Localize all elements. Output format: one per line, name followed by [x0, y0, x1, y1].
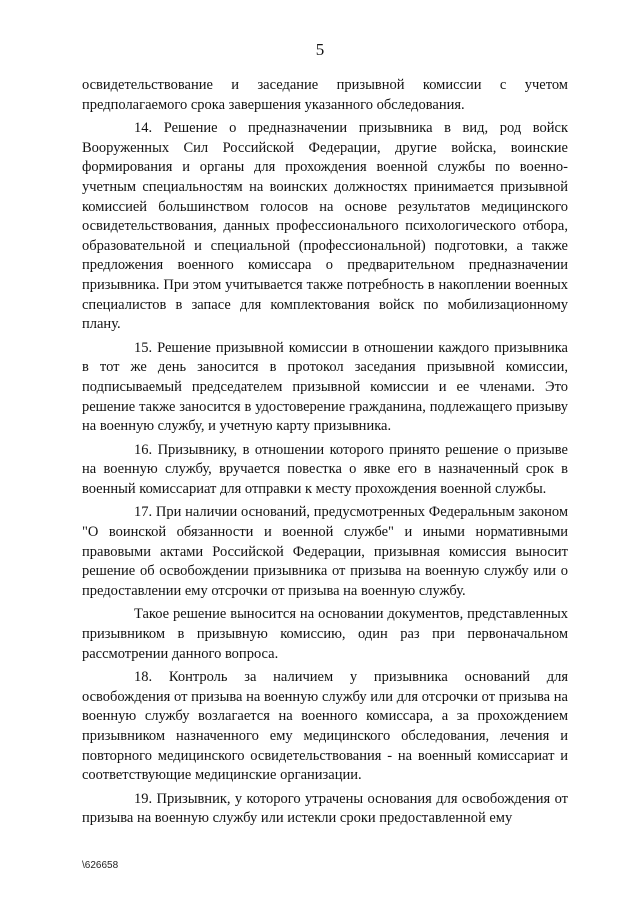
paragraph-continuation: освидетельствование и заседание призывной комиссии с учетом предполагаемого срока завершения указанного обследования. — [82, 77, 568, 113]
paragraph-14: 14. Решение о предназначении призывника в вид, род войск Вооруженных Сил Российской Федерации, другие войска, воинские формирования и органы для прохождения военной службы по военно-учетным специальностям на воинских должностях принимается призывной комиссией большинством голосов на основе результатов медицинского освидетельствования, данных профессионального психологического отбора, образовательной и специальной (профессиональной) подготовки, а также предложения военного комиссара о предварительном предназначении призывника. При этом учитывается также потребность в накоплении военных специалистов в запасе для комплектования войск по мобилизационному плану. — [82, 120, 568, 333]
document-body — [82, 76, 568, 829]
paragraph-16: 16. Призывнику, в отношении которого принято решение о призыве на военную службу, вручается повестка о явке его в назначенный срок в военный комиссариат для отправки к месту прохождения военной службы. — [82, 441, 568, 497]
paragraph-17: 17. При наличии оснований, предусмотренных Федеральным законом "О воинской обязанности и военной службе" и иными нормативными правовыми актами Российской Федерации, призывная комиссия выносит решение об освобождении призывника от призыва на военную службу или о предоставлении ему отсрочки от призыва на военную службу. — [82, 504, 568, 599]
document-code: \626658 — [82, 860, 119, 871]
paragraph-18: 18. Контроль за наличием у призывника оснований для освобождения от призыва на военную службу или для отсрочки от призыва на военную службу возлагается на военного комиссара, а за прохождением призывником назначенного ему медицинского обследования, лечения и повторного медицинского освидетельствования - на военный комиссариат и соответствующие медицинские организации. — [82, 669, 568, 784]
page-number: 5 — [315, 40, 325, 59]
paragraph-15: 15. Решение призывной комиссии в отношении каждого призывника в тот же день заносится в протокол заседания призывной комиссии, подписываемый председателем призывной комиссии и ее членами. Это решение также заносится в удостоверение гражданина, подлежащего призыву на военную службу, и учетную карту призывника. — [82, 339, 568, 435]
paragraph-19: 19. Призывник, у которого утрачены основания для освобождения от призыва на военную службу или истекли сроки предоставленной ему — [82, 790, 568, 827]
paragraph-17-note: Такое решение выносится на основании документов, представленных призывником в призывную комиссию, один раз при первоначальном рассмотрении данного вопроса. — [82, 606, 568, 662]
